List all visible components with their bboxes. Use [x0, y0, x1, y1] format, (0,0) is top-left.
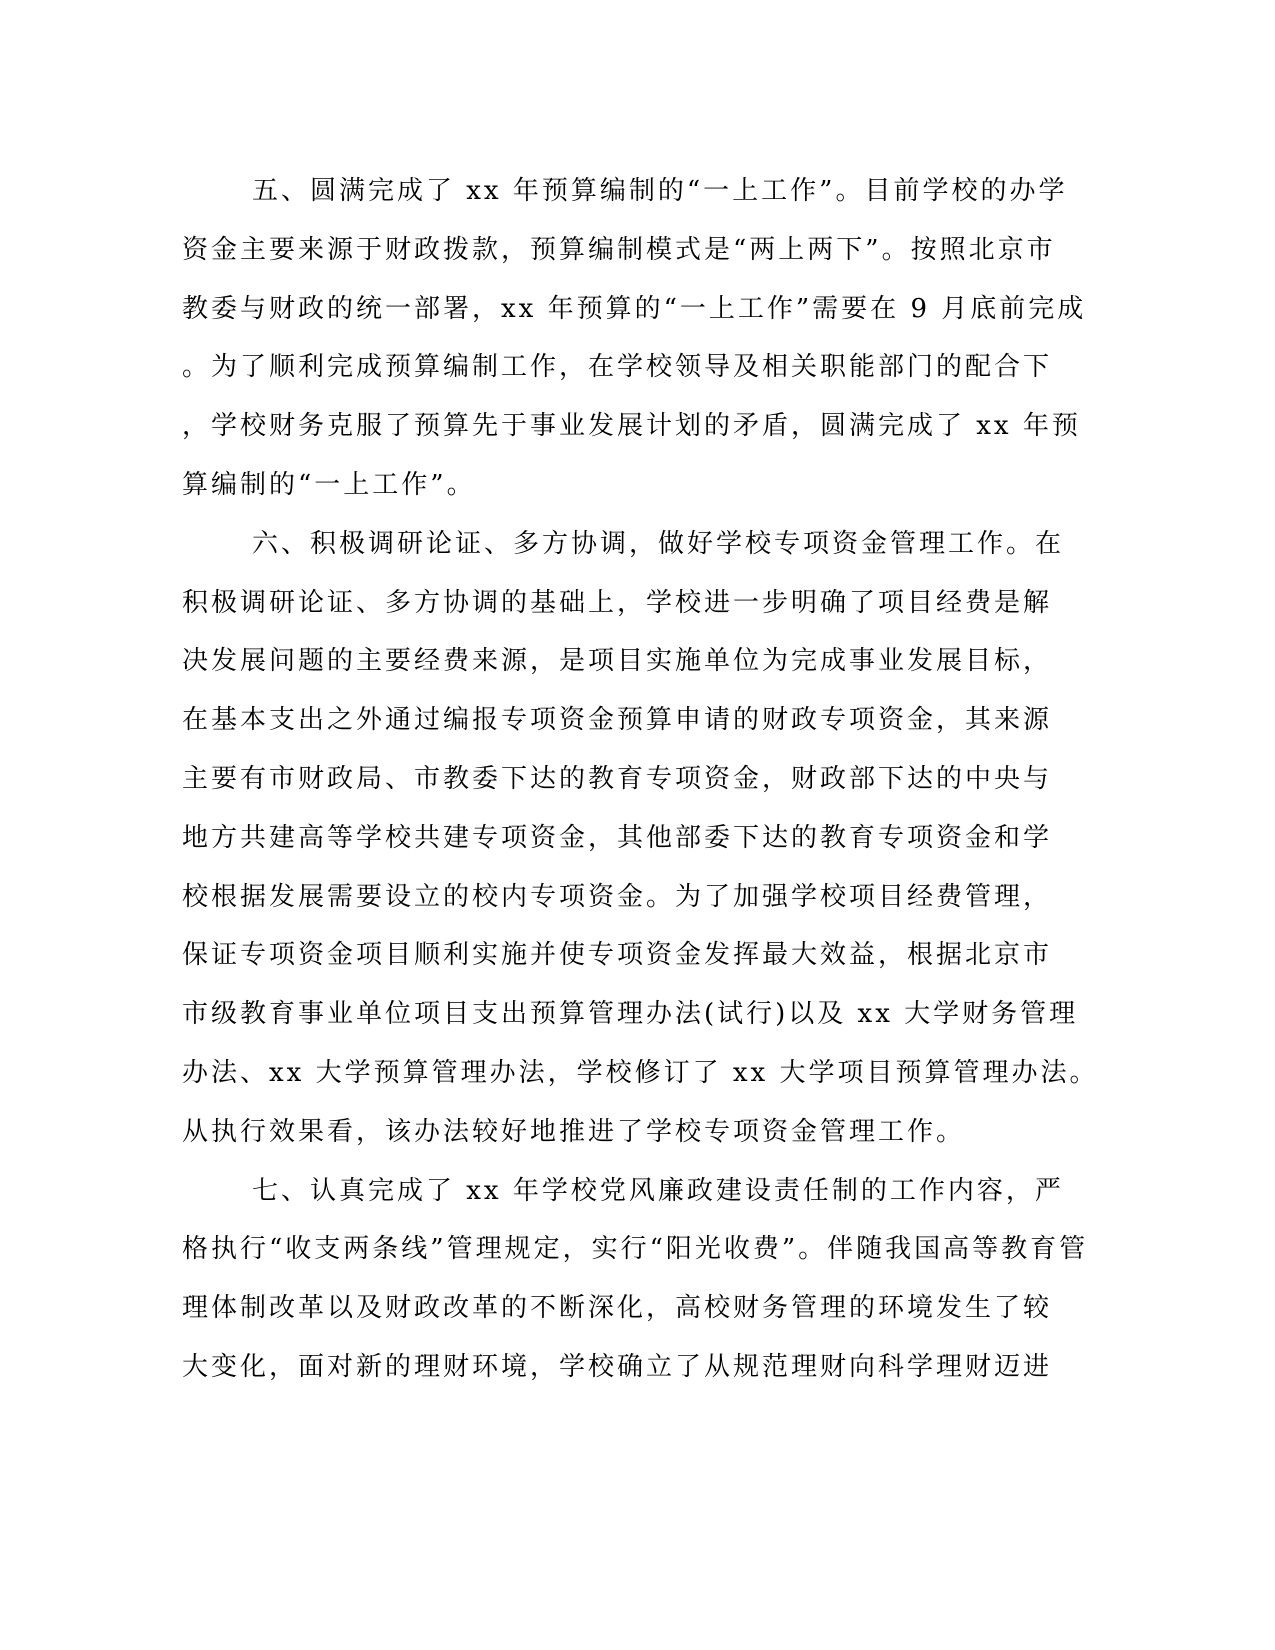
paragraph-line: 校根据发展需要设立的校内专项资金。为了加强学校项目经费管理， [182, 881, 1053, 912]
paragraph-line: 主要有市财政局、市教委下达的教育专项资金，财政部下达的中央与 [182, 763, 1053, 794]
paragraph-line: 七、认真完成了 xx 年学校党风廉政建设责任制的工作内容，严 [252, 1175, 1064, 1206]
paragraph-line: 理体制改革以及财政改革的不断深化，高校财务管理的环境发生了较 [182, 1293, 1053, 1324]
paragraph-line: 地方共建高等学校共建专项资金，其他部委下达的教育专项资金和学 [182, 822, 1053, 853]
paragraph-line: 大变化，面对新的理财环境，学校确立了从规范理财向科学理财迈进 [182, 1351, 1053, 1382]
paragraph-line: 保证专项资金项目顺利实施并使专项资金发挥最大效益，根据北京市 [182, 940, 1053, 971]
paragraph-line: 在基本支出之外通过编报专项资金预算申请的财政专项资金，其来源 [182, 705, 1053, 736]
paragraph-6 [182, 515, 1099, 1162]
paragraph-line: 六、积极调研论证、多方协调，做好学校专项资金管理工作。在 [252, 528, 1065, 559]
paragraph-line: 算编制的“一上工作”。 [182, 469, 476, 500]
paragraph-5 [182, 162, 1087, 515]
paragraph-line: 决发展问题的主要经费来源，是项目实施单位为完成事业发展目标， [182, 646, 1053, 677]
paragraph-line: 教委与财政的统一部署，xx 年预算的“一上工作”需要在 9 月底前完成 [182, 293, 1087, 324]
paragraph-line: 资金主要来源于财政拨款，预算编制模式是“两上两下”。按照北京市 [182, 234, 1056, 265]
paragraph-line: 五、圆满完成了 xx 年预算编制的“一上工作”。目前学校的办学 [252, 176, 1068, 206]
paragraph-line: 从执行效果看，该办法较好地推进了学校专项资金管理工作。 [182, 1116, 966, 1147]
document-body [182, 162, 1099, 1397]
paragraph-line: 格执行“收支两条线”管理规定，实行“阳光收费”。伴随我国高等教育管 [182, 1234, 1089, 1265]
paragraph-7 [182, 1162, 1089, 1397]
paragraph-line: 积极调研论证、多方协调的基础上，学校进一步明确了项目经费是解 [182, 587, 1053, 618]
paragraph-line: ，学校财务克服了预算先于事业发展计划的矛盾，圆满完成了 xx 年预 [182, 411, 1081, 442]
paragraph-line: 办法、xx 大学预算管理办法，学校修订了 xx 大学项目预算管理办法。 [182, 1057, 1099, 1088]
paragraph-line: 市级教育事业单位项目支出预算管理办法(试行)以及 xx 大学财务管理 [182, 999, 1079, 1030]
paragraph-line: 。为了顺利完成预算编制工作，在学校领导及相关职能部门的配合下 [182, 352, 1053, 383]
